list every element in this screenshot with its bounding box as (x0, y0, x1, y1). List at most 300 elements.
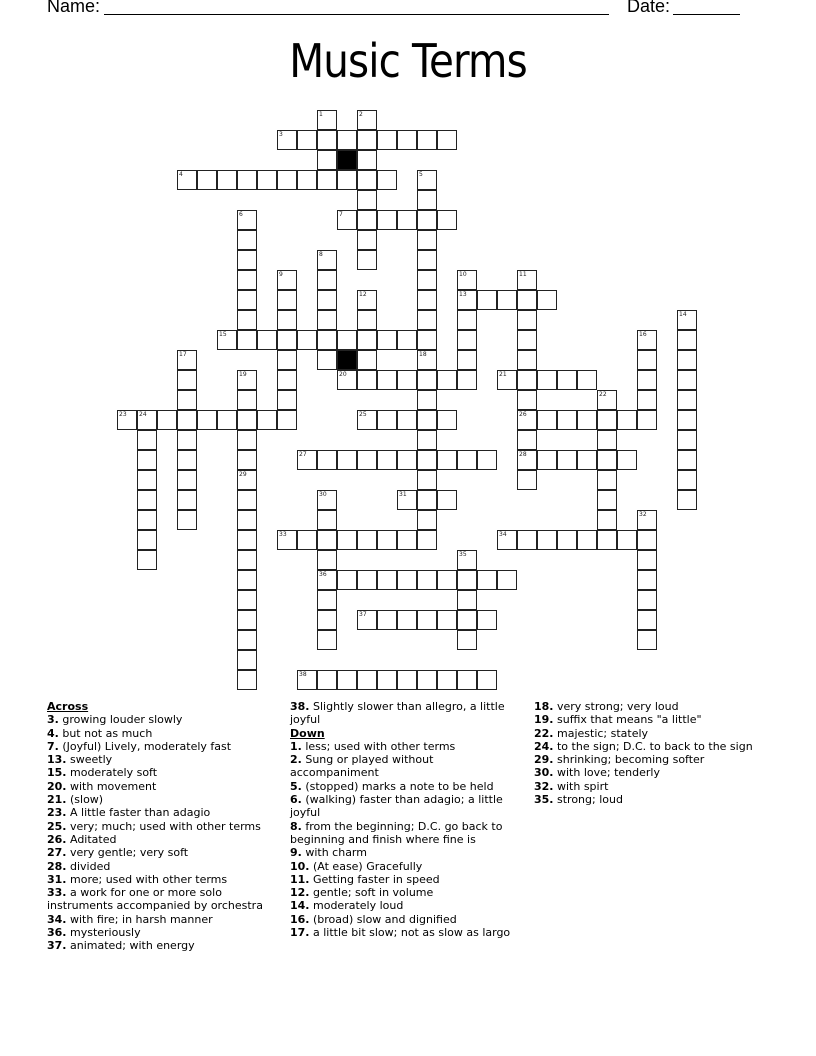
grid-cell[interactable] (337, 670, 357, 690)
grid-cell[interactable] (317, 530, 337, 550)
grid-cell[interactable] (397, 670, 417, 690)
grid-cell[interactable] (597, 530, 617, 550)
grid-cell[interactable] (297, 530, 317, 550)
grid-cell[interactable] (517, 270, 537, 290)
grid-cell[interactable] (417, 290, 437, 310)
grid-cell[interactable] (297, 330, 317, 350)
grid-cell[interactable] (677, 470, 697, 490)
grid-cell[interactable] (417, 330, 437, 350)
clue-number: 14. (290, 899, 310, 913)
grid-cell[interactable] (277, 170, 297, 190)
grid-cell[interactable] (317, 290, 337, 310)
grid-cell[interactable] (317, 450, 337, 470)
grid-cell[interactable] (417, 670, 437, 690)
clue-number: 12 (359, 291, 367, 298)
grid-cell[interactable] (457, 450, 477, 470)
grid-cell[interactable] (677, 450, 697, 470)
grid-cell[interactable] (637, 570, 657, 590)
grid-cell[interactable] (517, 470, 537, 490)
clue-item (290, 780, 522, 793)
grid-cell[interactable] (237, 590, 257, 610)
grid-cell[interactable] (397, 410, 417, 430)
grid-cell[interactable] (237, 450, 257, 470)
grid-cell[interactable] (357, 230, 377, 250)
clue-text: divided (66, 859, 111, 873)
grid-cell[interactable] (417, 210, 437, 230)
grid-cell[interactable] (637, 350, 657, 370)
grid-cell[interactable] (637, 590, 657, 610)
clue-item (47, 833, 279, 846)
grid-cell[interactable] (597, 450, 617, 470)
clue-text: (broad) slow and dignified (309, 912, 457, 926)
grid-cell[interactable] (437, 490, 457, 510)
grid-cell[interactable] (257, 410, 277, 430)
clue-number: 12. (290, 886, 310, 900)
grid-cell[interactable] (297, 670, 317, 690)
grid-cell[interactable] (237, 430, 257, 450)
grid-cell[interactable] (597, 510, 617, 530)
grid-cell[interactable] (397, 130, 417, 150)
clue-number: 38. (290, 700, 310, 713)
grid-cell[interactable] (137, 470, 157, 490)
grid-cell[interactable] (437, 570, 457, 590)
grid-cell[interactable] (417, 510, 437, 530)
grid-cell[interactable] (357, 610, 377, 630)
grid-cell[interactable] (237, 510, 257, 530)
grid-cell[interactable] (277, 310, 297, 330)
clue-text: less; used with other terms (301, 739, 456, 753)
grid-cell[interactable] (177, 390, 197, 410)
grid-cell[interactable] (377, 670, 397, 690)
grid-cell[interactable] (577, 450, 597, 470)
grid-cell[interactable] (677, 430, 697, 450)
grid-cell[interactable] (537, 370, 557, 390)
grid-cell[interactable] (217, 410, 237, 430)
grid-cell[interactable] (337, 570, 357, 590)
clue-item (290, 700, 522, 727)
grid-cell[interactable] (517, 370, 537, 390)
grid-cell[interactable] (517, 330, 537, 350)
grid-cell[interactable] (177, 490, 197, 510)
grid-cell[interactable] (137, 490, 157, 510)
grid-cell[interactable] (197, 170, 217, 190)
grid-cell[interactable] (277, 130, 297, 150)
grid-cell[interactable] (497, 570, 517, 590)
grid-cell[interactable] (237, 670, 257, 690)
clue-text: with love; tenderly (553, 766, 660, 780)
grid-cell[interactable] (357, 370, 377, 390)
grid-cell[interactable] (317, 670, 337, 690)
grid-cell[interactable] (357, 450, 377, 470)
clue-number: 33. (47, 886, 67, 900)
grid-cell[interactable] (477, 570, 497, 590)
grid-cell[interactable] (317, 130, 337, 150)
grid-cell[interactable] (637, 550, 657, 570)
grid-cell[interactable] (417, 310, 437, 330)
grid-cell[interactable] (377, 570, 397, 590)
grid-cell[interactable] (337, 130, 357, 150)
grid-cell[interactable] (597, 410, 617, 430)
grid-cell[interactable] (177, 450, 197, 470)
grid-cell[interactable] (597, 490, 617, 510)
grid-cell[interactable] (437, 370, 457, 390)
grid-cell[interactable] (337, 530, 357, 550)
grid-cell[interactable] (357, 250, 377, 270)
grid-cell[interactable] (517, 530, 537, 550)
clue-item (290, 899, 522, 912)
grid-cell[interactable] (617, 450, 637, 470)
grid-cell[interactable] (557, 370, 577, 390)
grid-cell[interactable] (497, 290, 517, 310)
grid-cell[interactable] (357, 190, 377, 210)
grid-cell[interactable] (417, 410, 437, 430)
grid-cell[interactable] (477, 670, 497, 690)
grid-cell[interactable] (337, 450, 357, 470)
clue-item (290, 753, 522, 780)
grid-cell[interactable] (237, 530, 257, 550)
grid-cell[interactable] (377, 330, 397, 350)
grid-cell[interactable] (297, 130, 317, 150)
grid-cell[interactable] (477, 450, 497, 470)
grid-cell[interactable] (457, 590, 477, 610)
grid-cell[interactable] (397, 490, 417, 510)
grid-cell[interactable] (177, 350, 197, 370)
grid-cell[interactable] (397, 330, 417, 350)
grid-cell[interactable] (317, 610, 337, 630)
grid-cell[interactable] (357, 350, 377, 370)
across-heading: Across (47, 700, 89, 713)
name-label: Name: (47, 0, 101, 16)
grid-cell[interactable] (417, 350, 437, 370)
clue-item (47, 713, 279, 726)
grid-cell[interactable] (237, 390, 257, 410)
grid-cell[interactable] (497, 530, 517, 550)
grid-cell[interactable] (677, 390, 697, 410)
grid-cell[interactable] (377, 610, 397, 630)
grid-cell[interactable] (437, 210, 457, 230)
grid-cell[interactable] (337, 330, 357, 350)
grid-cell[interactable] (557, 410, 577, 430)
grid-cell[interactable] (537, 290, 557, 310)
grid-cell[interactable] (417, 230, 437, 250)
grid-cell[interactable] (277, 370, 297, 390)
grid-cell[interactable] (617, 410, 637, 430)
grid-cell[interactable] (637, 370, 657, 390)
grid-cell[interactable] (597, 430, 617, 450)
clue-number: 20 (339, 371, 347, 378)
grid-cell[interactable] (357, 410, 377, 430)
grid-cell[interactable] (357, 290, 377, 310)
grid-cell[interactable] (177, 510, 197, 530)
grid-cell[interactable] (177, 170, 197, 190)
grid-cell[interactable] (477, 290, 497, 310)
grid-cell[interactable] (417, 270, 437, 290)
grid-cell[interactable] (237, 630, 257, 650)
clue-number: 2 (359, 111, 363, 118)
grid-cell[interactable] (677, 330, 697, 350)
grid-cell[interactable] (277, 390, 297, 410)
grid-cell[interactable] (277, 350, 297, 370)
grid-cell[interactable] (377, 210, 397, 230)
grid-cell[interactable] (317, 250, 337, 270)
grid-cell[interactable] (237, 250, 257, 270)
grid-cell[interactable] (457, 270, 477, 290)
grid-cell[interactable] (597, 390, 617, 410)
clue-number: 20. (47, 779, 67, 793)
clue-number: 35. (534, 793, 554, 807)
clue-item (290, 846, 522, 859)
clue-text: (Joyful) Lively, moderately fast (58, 739, 232, 753)
grid-cell[interactable] (477, 610, 497, 630)
grid-cell[interactable] (357, 150, 377, 170)
grid-cell[interactable] (437, 130, 457, 150)
clue-number: 13 (459, 291, 467, 298)
grid-cell[interactable] (317, 110, 337, 130)
grid-cell[interactable] (497, 370, 517, 390)
clue-item (534, 727, 774, 740)
black-cell (337, 350, 357, 370)
grid-cell[interactable] (317, 270, 337, 290)
clue-number: 19 (239, 371, 247, 378)
grid-cell[interactable] (357, 330, 377, 350)
grid-cell[interactable] (317, 350, 337, 370)
grid-cell[interactable] (277, 290, 297, 310)
grid-cell[interactable] (237, 370, 257, 390)
grid-cell[interactable] (277, 330, 297, 350)
grid-cell[interactable] (397, 370, 417, 390)
grid-cell[interactable] (677, 490, 697, 510)
grid-cell[interactable] (137, 530, 157, 550)
grid-cell[interactable] (457, 370, 477, 390)
grid-cell[interactable] (157, 410, 177, 430)
grid-cell[interactable] (317, 330, 337, 350)
grid-cell[interactable] (197, 410, 217, 430)
grid-cell[interactable] (357, 570, 377, 590)
grid-cell[interactable] (357, 130, 377, 150)
grid-cell[interactable] (417, 130, 437, 150)
clue-item (290, 740, 522, 753)
grid-cell[interactable] (317, 490, 337, 510)
grid-cell[interactable] (417, 170, 437, 190)
grid-cell[interactable] (337, 170, 357, 190)
grid-cell[interactable] (177, 470, 197, 490)
grid-cell[interactable] (137, 550, 157, 570)
grid-cell[interactable] (317, 590, 337, 610)
grid-cell[interactable] (137, 430, 157, 450)
clue-number: 27. (47, 846, 67, 860)
clue-number: 16. (290, 912, 310, 926)
grid-cell[interactable] (237, 610, 257, 630)
clue-item (47, 820, 279, 833)
clues-column-1 (47, 700, 279, 953)
grid-cell[interactable] (637, 510, 657, 530)
grid-cell[interactable] (217, 330, 237, 350)
grid-cell[interactable] (237, 570, 257, 590)
grid-cell[interactable] (317, 150, 337, 170)
grid-cell[interactable] (417, 430, 437, 450)
across-clue-list (47, 713, 279, 952)
clue-number: 30. (534, 766, 554, 780)
grid-cell[interactable] (517, 390, 537, 410)
grid-cell[interactable] (357, 670, 377, 690)
grid-cell[interactable] (457, 670, 477, 690)
grid-cell[interactable] (537, 450, 557, 470)
grid-cell[interactable] (517, 290, 537, 310)
grid-cell[interactable] (117, 410, 137, 430)
clue-number: 6. (290, 793, 302, 807)
grid-cell[interactable] (437, 450, 457, 470)
grid-cell[interactable] (577, 530, 597, 550)
grid-cell[interactable] (237, 270, 257, 290)
clue-number: 28. (47, 859, 67, 873)
grid-cell[interactable] (237, 490, 257, 510)
grid-cell[interactable] (397, 570, 417, 590)
grid-cell[interactable] (377, 530, 397, 550)
grid-cell[interactable] (357, 310, 377, 330)
grid-cell[interactable] (577, 410, 597, 430)
grid-cell[interactable] (377, 170, 397, 190)
grid-cell[interactable] (637, 630, 657, 650)
grid-cell[interactable] (297, 170, 317, 190)
clue-number: 27 (299, 451, 307, 458)
grid-cell[interactable] (137, 510, 157, 530)
grid-cell[interactable] (237, 470, 257, 490)
grid-cell[interactable] (137, 410, 157, 430)
grid-cell[interactable] (457, 550, 477, 570)
grid-cell[interactable] (457, 610, 477, 630)
grid-cell[interactable] (317, 550, 337, 570)
grid-cell[interactable] (377, 370, 397, 390)
grid-cell[interactable] (277, 530, 297, 550)
grid-cell[interactable] (337, 210, 357, 230)
grid-cell[interactable] (337, 370, 357, 390)
grid-cell[interactable] (417, 610, 437, 630)
grid-cell[interactable] (237, 410, 257, 430)
grid-cell[interactable] (577, 370, 597, 390)
grid-cell[interactable] (397, 450, 417, 470)
grid-cell[interactable] (417, 190, 437, 210)
grid-cell[interactable] (537, 530, 557, 550)
grid-cell[interactable] (417, 490, 437, 510)
grid-cell[interactable] (377, 130, 397, 150)
grid-cell[interactable] (537, 410, 557, 430)
down-clue-list-continued (534, 700, 774, 806)
grid-cell[interactable] (237, 650, 257, 670)
clue-text: with charm (301, 846, 367, 860)
grid-cell[interactable] (417, 370, 437, 390)
grid-cell[interactable] (177, 410, 197, 430)
grid-cell[interactable] (637, 530, 657, 550)
grid-cell[interactable] (357, 110, 377, 130)
clue-item (534, 766, 774, 779)
grid-cell[interactable] (457, 570, 477, 590)
grid-cell[interactable] (237, 550, 257, 570)
grid-cell[interactable] (517, 450, 537, 470)
grid-cell[interactable] (377, 450, 397, 470)
clue-item (534, 713, 774, 726)
grid-cell[interactable] (597, 470, 617, 490)
grid-cell[interactable] (637, 330, 657, 350)
grid-cell[interactable] (457, 310, 477, 330)
clue-item (47, 886, 279, 913)
grid-cell[interactable] (237, 310, 257, 330)
grid-cell[interactable] (237, 230, 257, 250)
grid-cell[interactable] (557, 530, 577, 550)
grid-cell[interactable] (417, 470, 437, 490)
grid-cell[interactable] (417, 570, 437, 590)
grid-cell[interactable] (397, 610, 417, 630)
grid-cell[interactable] (317, 570, 337, 590)
grid-cell[interactable] (517, 430, 537, 450)
grid-cell[interactable] (237, 330, 257, 350)
grid-cell[interactable] (517, 310, 537, 330)
grid-cell[interactable] (177, 430, 197, 450)
grid-cell[interactable] (517, 410, 537, 430)
grid-cell[interactable] (637, 390, 657, 410)
grid-cell[interactable] (277, 410, 297, 430)
grid-cell[interactable] (317, 510, 337, 530)
grid-cell[interactable] (397, 530, 417, 550)
grid-cell[interactable] (317, 170, 337, 190)
grid-cell[interactable] (517, 350, 537, 370)
grid-cell[interactable] (357, 170, 377, 190)
grid-cell[interactable] (357, 530, 377, 550)
grid-cell[interactable] (457, 290, 477, 310)
clue-item (47, 873, 279, 886)
grid-cell[interactable] (677, 350, 697, 370)
grid-cell[interactable] (397, 210, 417, 230)
grid-cell[interactable] (217, 170, 237, 190)
grid-cell[interactable] (437, 670, 457, 690)
clue-item (534, 740, 774, 753)
grid-cell[interactable] (637, 610, 657, 630)
grid-cell[interactable] (377, 410, 397, 430)
grid-cell[interactable] (437, 410, 457, 430)
grid-cell[interactable] (637, 410, 657, 430)
grid-cell[interactable] (317, 310, 337, 330)
grid-cell[interactable] (457, 350, 477, 370)
grid-cell[interactable] (617, 530, 637, 550)
grid-cell[interactable] (417, 250, 437, 270)
grid-cell[interactable] (177, 370, 197, 390)
grid-cell[interactable] (417, 450, 437, 470)
grid-cell[interactable] (317, 630, 337, 650)
clue-text: very; much; used with other terms (66, 819, 261, 833)
grid-cell[interactable] (257, 170, 277, 190)
grid-cell[interactable] (457, 630, 477, 650)
clue-item (534, 780, 774, 793)
grid-cell[interactable] (237, 210, 257, 230)
grid-cell[interactable] (417, 530, 437, 550)
grid-cell[interactable] (277, 270, 297, 290)
clue-item (290, 820, 522, 847)
clue-number: 4 (179, 171, 183, 178)
grid-cell[interactable] (677, 370, 697, 390)
grid-cell[interactable] (677, 410, 697, 430)
grid-cell[interactable] (257, 330, 277, 350)
grid-cell[interactable] (557, 450, 577, 470)
grid-cell[interactable] (297, 450, 317, 470)
grid-cell[interactable] (137, 450, 157, 470)
clue-item (534, 700, 774, 713)
grid-cell[interactable] (237, 170, 257, 190)
grid-cell[interactable] (237, 290, 257, 310)
grid-cell[interactable] (357, 210, 377, 230)
grid-cell[interactable] (437, 610, 457, 630)
grid-cell[interactable] (417, 390, 437, 410)
grid-cell[interactable] (677, 310, 697, 330)
grid-cell[interactable] (457, 330, 477, 350)
